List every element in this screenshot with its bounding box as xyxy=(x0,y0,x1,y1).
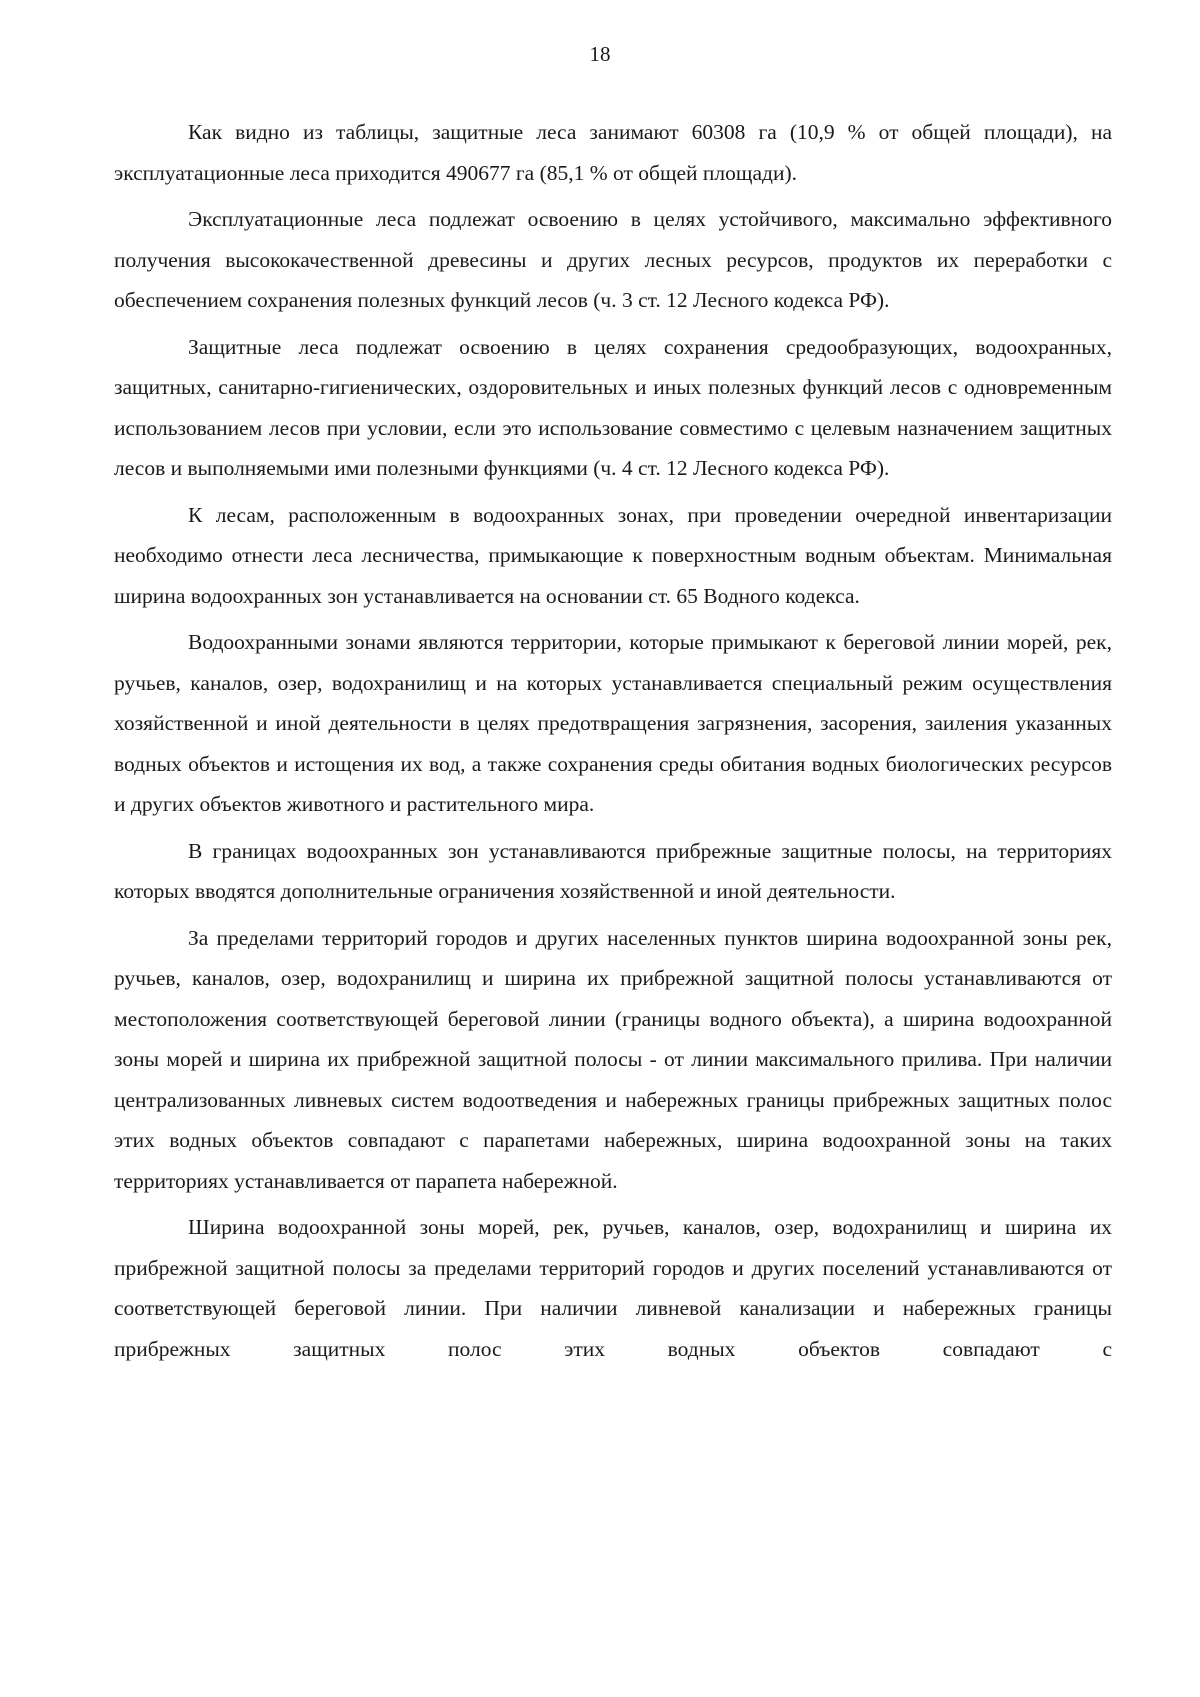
paragraph-exploitation-forests: Эксплуатационные леса подлежат освоению в целях устойчивого, максимально эффективного получения высококачественной древесины и других лесных ресурсов, продуктов их переработки с обеспечением сохранения полезных функций лесов (ч. 3 ст. 12 Лесного кодекса РФ). xyxy=(114,207,1112,312)
paragraph-zone-width-continued: Ширина водоохранной зоны морей, рек, ручьев, каналов, озер, водохранилищ и ширина их прибрежной защитной полосы за пределами территорий городов и других поселений устанавливаются от соответствующей береговой линии. При наличии ливневой канализации и набережных границы прибрежных защитных полос этих водных объектов совпадают с xyxy=(114,1215,1112,1361)
paragraph-water-protection-zones-definition: Водоохранными зонами являются территории, которые примыкают к береговой линии морей, рек, ручьев, каналов, озер, водохранилищ и на которых устанавливается специальный режим осуществления хозяйственной и иной деятельности в целях предотвращения загрязнения, засорения, заиления указанных водных объектов и истощения их вод, а также сохранения среды обитания водных биологических ресурсов и других объектов животного и растительного мира. xyxy=(114,630,1112,816)
paragraph-water-protection-forests: К лесам, расположенным в водоохранных зонах, при проведении очередной инвентаризации необходимо отнести леса лесничества, примыкающие к поверхностным водным объектам. Минимальная ширина водоохранных зон устанавливается на основании ст. 65 Водного кодекса. xyxy=(114,502,1112,608)
paragraph-coastal-protective-strips: В границах водоохранных зон устанавливаются прибрежные защитные полосы, на территориях которых вводятся дополнительные ограничения хозяйственной и иной деятельности. xyxy=(114,838,1112,903)
paragraph-protective-forests-area: Как видно из таблицы, защитные леса занимают 60308 га (10,9 % от общей площади), на эксплуатационные леса приходится 490677 га (85,1 % от общей площади). xyxy=(114,120,1112,185)
page-number: 18 xyxy=(589,42,611,66)
document-body xyxy=(114,112,1112,1375)
paragraph-protective-forests-use: Защитные леса подлежат освоению в целях сохранения средообразующих, водоохранных, защитных, санитарно-гигиенических, оздоровительных и иных полезных функций лесов с одновременным использованием лесов при условии, если это использование совместимо с целевым назначением защитных лесов и выполняемыми ими полезными функциями (ч. 4 ст. 12 Лесного кодекса РФ). xyxy=(114,334,1112,480)
paragraph-zone-width-outside-cities: За пределами территорий городов и других населенных пунктов ширина водоохранной зоны рек, ручьев, каналов, озер, водохранилищ и ширина их прибрежной защитной полосы устанавливаются от местоположения соответствующей береговой линии (границы водного объекта), а ширина водоохранной зоны морей и ширина их прибрежной защитной полосы - от линии максимального прилива. При наличии централизованных ливневых систем водоотведения и набережных границы прибрежных защитных полос этих водных объектов совпадают с парапетами набережных, ширина водоохранной зоны на таких территориях устанавливается от парапета набережной. xyxy=(114,925,1112,1193)
